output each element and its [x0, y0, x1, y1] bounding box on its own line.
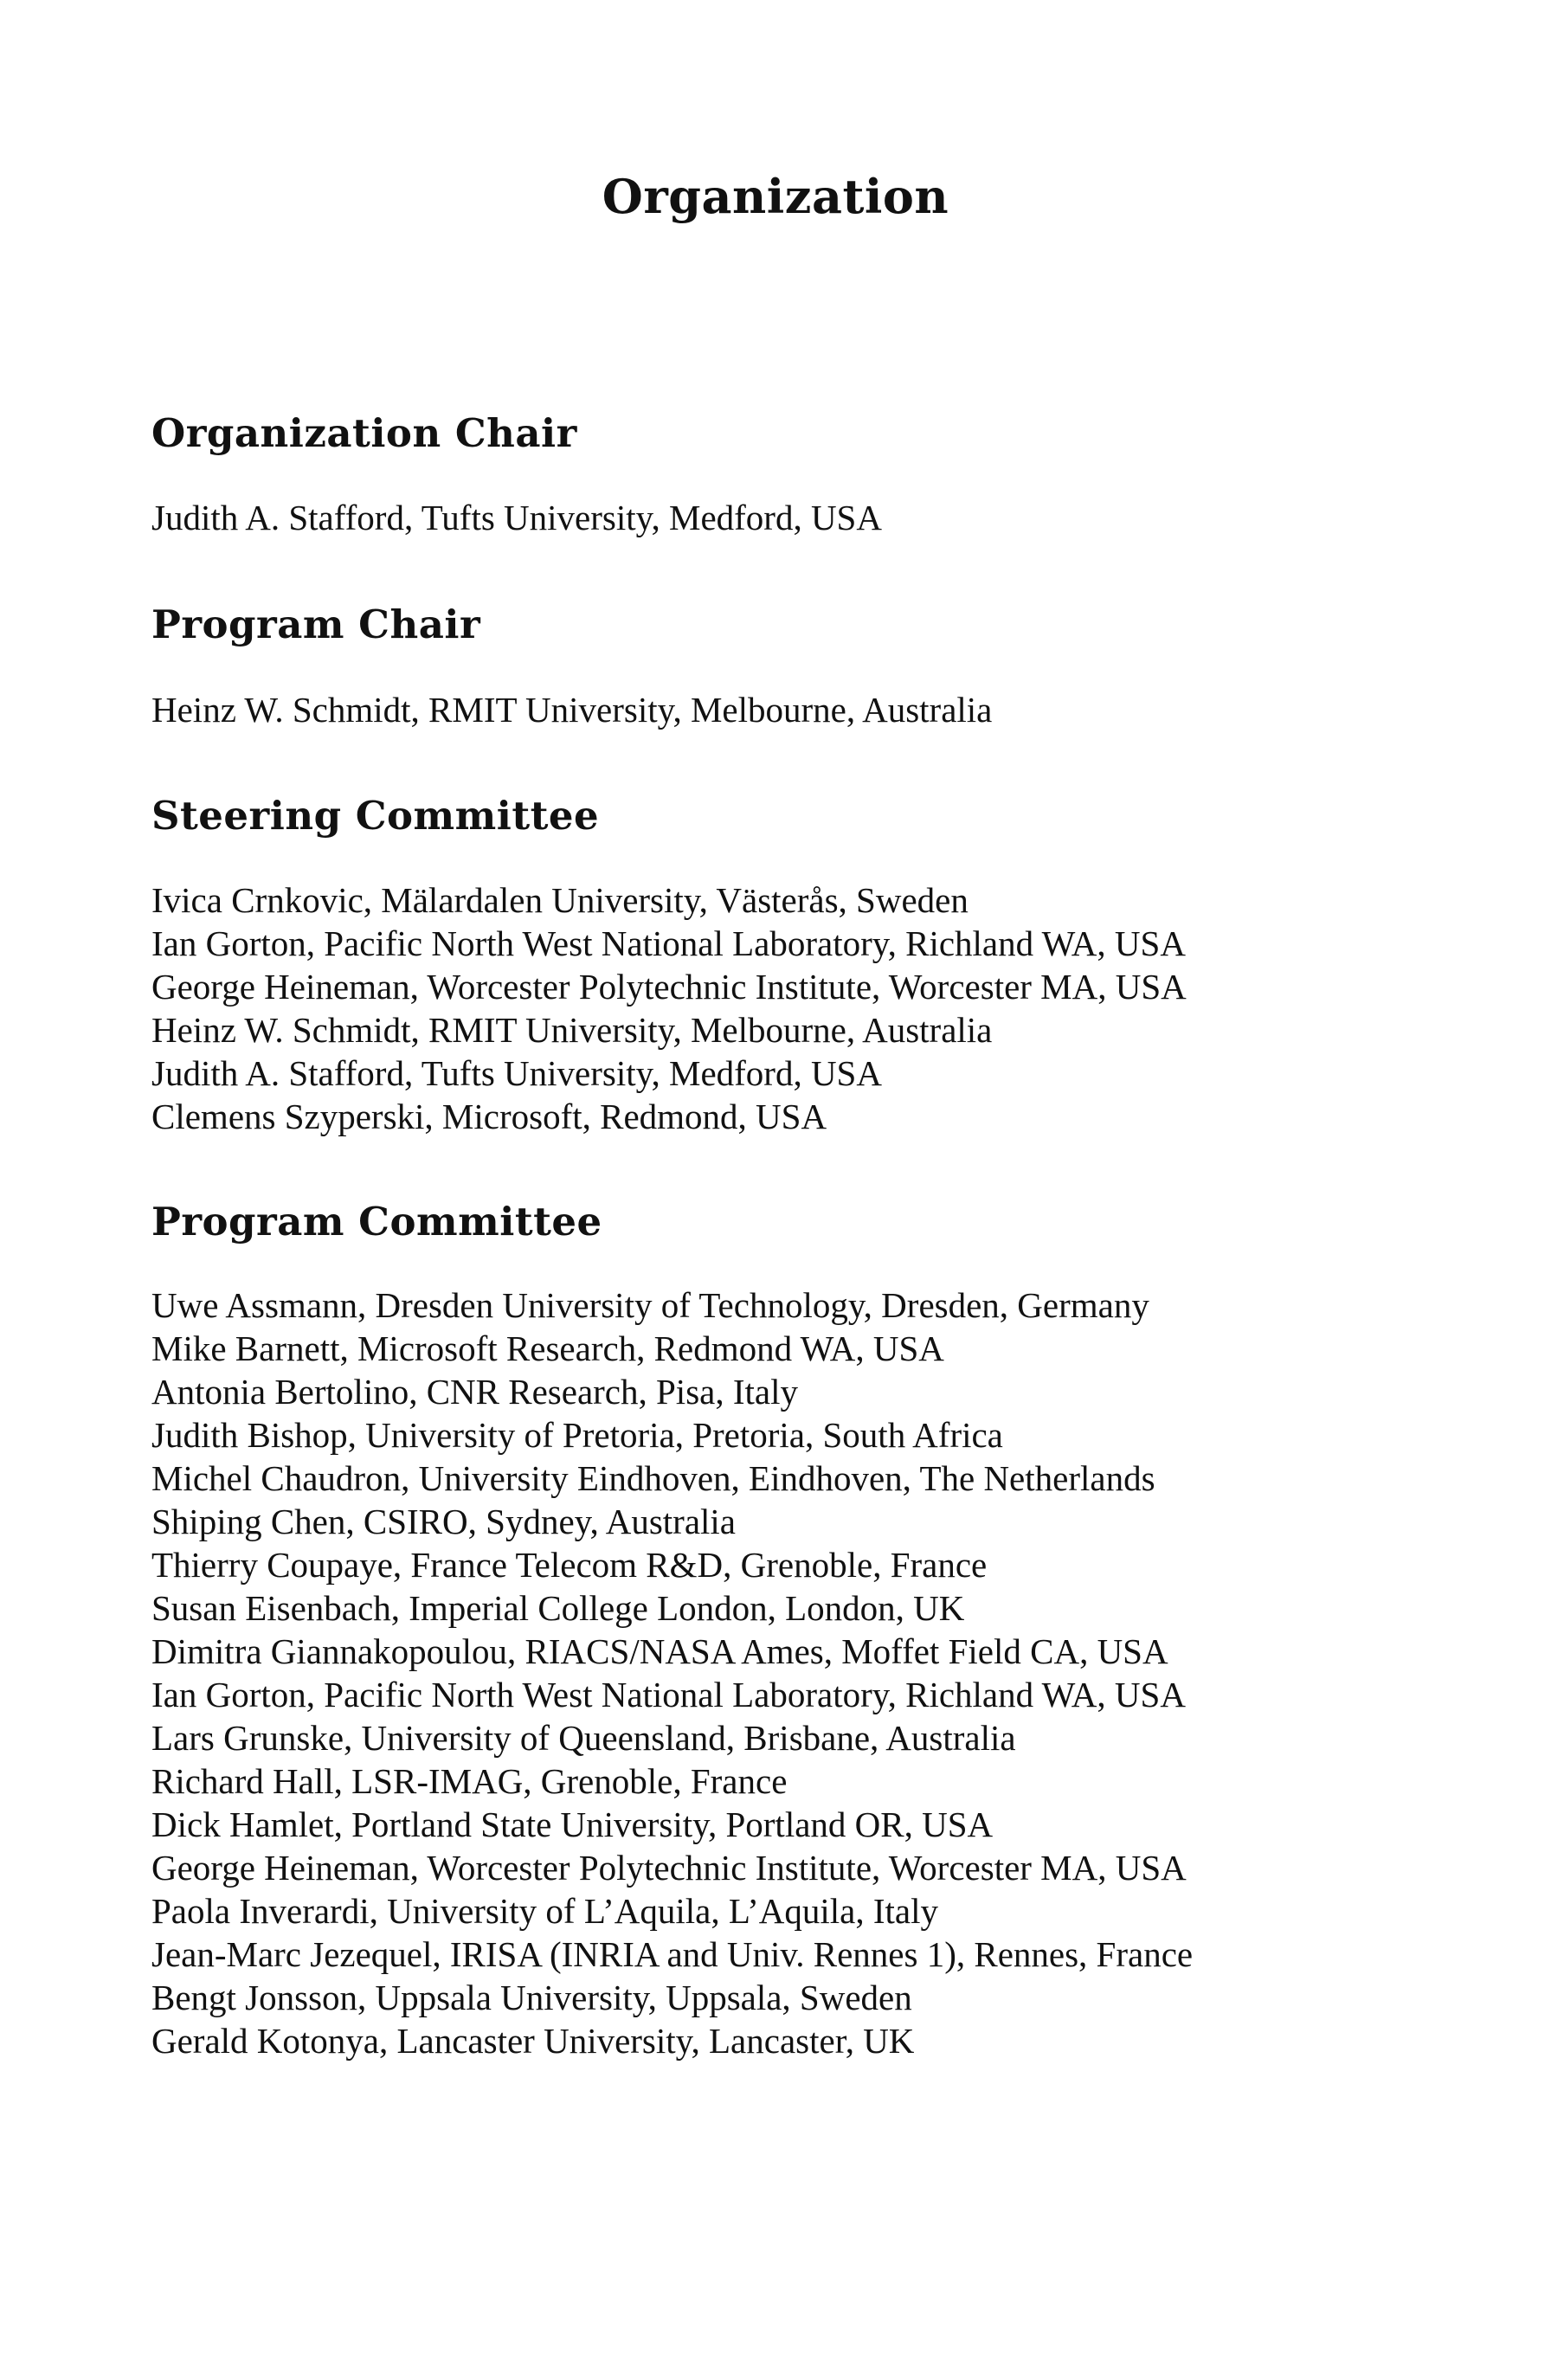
page-title: Organization	[602, 169, 949, 224]
list-item: Lars Grunske, University of Queensland, Brisbane, Australia	[151, 1718, 1016, 1758]
section-heading-organization-chair: Organization Chair	[151, 410, 577, 456]
list-item: Dick Hamlet, Portland State University, Portland OR, USA	[151, 1804, 994, 1844]
organization-chair-list	[151, 496, 1406, 539]
list-item: Michel Chaudron, University Eindhoven, Eindhoven, The Netherlands	[151, 1458, 1155, 1498]
section-heading-steering-committee: Steering Committee	[151, 793, 600, 839]
list-item: Ivica Crnkovic, Mälardalen University, Västerås, Sweden	[151, 880, 969, 920]
section-heading-program-committee: Program Committee	[151, 1199, 602, 1245]
list-item: Ian Gorton, Pacific North West National Laboratory, Richland WA, USA	[151, 1675, 1186, 1714]
list-item: Thierry Coupaye, France Telecom R&D, Grenoble, France	[151, 1545, 988, 1585]
list-item: George Heineman, Worcester Polytechnic Institute, Worcester MA, USA	[151, 1848, 1187, 1888]
program-chair-list	[151, 688, 1406, 731]
list-item: Jean-Marc Jezequel, IRISA (INRIA and Univ. Rennes 1), Rennes, France	[151, 1934, 1194, 1974]
list-item: Susan Eisenbach, Imperial College London, London, UK	[151, 1588, 965, 1628]
list-item: Mike Barnett, Microsoft Research, Redmond WA, USA	[151, 1328, 944, 1368]
list-item: Antonia Bertolino, CNR Research, Pisa, Italy	[151, 1372, 798, 1412]
list-item: Judith A. Stafford, Tufts University, Medford, USA	[151, 1053, 882, 1093]
list-item: Judith A. Stafford, Tufts University, Medford, USA	[151, 498, 882, 537]
section-heading-program-chair: Program Chair	[151, 601, 481, 647]
list-item: Ian Gorton, Pacific North West National Laboratory, Richland WA, USA	[151, 923, 1186, 963]
list-item: Judith Bishop, University of Pretoria, Pretoria, South Africa	[151, 1415, 1003, 1455]
list-item: Heinz W. Schmidt, RMIT University, Melbourne, Australia	[151, 690, 993, 730]
program-committee-list	[151, 1283, 1406, 2062]
list-item: Heinz W. Schmidt, RMIT University, Melbourne, Australia	[151, 1010, 993, 1050]
list-item: Clemens Szyperski, Microsoft, Redmond, USA	[151, 1097, 827, 1136]
list-item: Dimitra Giannakopoulou, RIACS/NASA Ames, Moffet Field CA, USA	[151, 1631, 1168, 1671]
steering-committee-list	[151, 878, 1406, 1138]
list-item: George Heineman, Worcester Polytechnic Institute, Worcester MA, USA	[151, 967, 1187, 1007]
list-item: Uwe Assmann, Dresden University of Technology, Dresden, Germany	[151, 1285, 1149, 1325]
list-item: Richard Hall, LSR-IMAG, Grenoble, France	[151, 1761, 788, 1801]
list-item: Bengt Jonsson, Uppsala University, Uppsala, Sweden	[151, 1978, 912, 2017]
list-item: Gerald Kotonya, Lancaster University, Lancaster, UK	[151, 2021, 915, 2061]
list-item: Shiping Chen, CSIRO, Sydney, Australia	[151, 1502, 736, 1541]
list-item: Paola Inverardi, University of L’Aquila, L’Aquila, Italy	[151, 1891, 939, 1931]
